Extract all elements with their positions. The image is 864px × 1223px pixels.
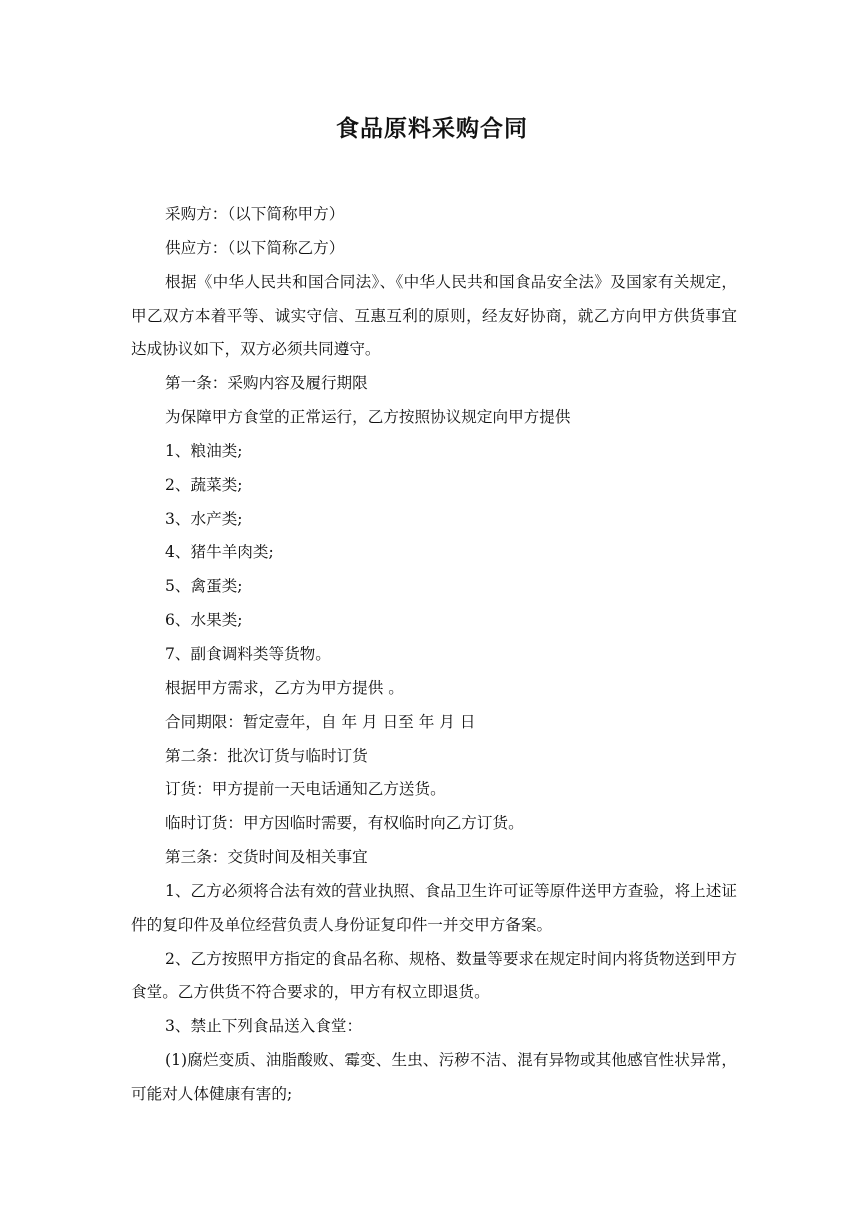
paragraph-temp-ordering: 临时订货：甲方因临时需要，有权临时向乙方订货。 xyxy=(165,814,524,833)
paragraph-purchaser: 采购方：（以下简称甲方） xyxy=(165,205,345,223)
list-item-poultry-eggs: 5、禽蛋类; xyxy=(165,577,243,596)
article-2-heading: 第二条：批次订货与临时订货 xyxy=(165,746,368,765)
paragraph-clause-3-2: 2、乙方按照甲方指定的食品名称、规格、数量等要求在规定时间内将货物送到甲方食堂。乙方供货不符合要求的，甲方有权立即退货。 xyxy=(131,949,737,1002)
paragraph-clause-3-1: 1、乙方必须将合法有效的营业执照、食品卫生许可证等原件送甲方查验，将上述证件的复印件及单位经营负责人身份证复印件一并交甲方备案。 xyxy=(131,881,737,934)
paragraph-demand: 根据甲方需求，乙方为甲方提供 。 xyxy=(165,678,404,697)
list-item-condiments: 7、副食调料类等货物。 xyxy=(165,644,331,663)
paragraph-term: 合同期限：暂定壹年，自 年 月 日至 年 月 日 xyxy=(165,712,476,731)
list-item-vegetables: 2、蔬菜类; xyxy=(165,475,243,494)
document-title: 食品原料采购合同 xyxy=(336,116,528,142)
paragraph-clause-3-3-1: (1)腐烂变质、油脂酸败、霉变、生虫、污秽不洁、混有异物或其他感官性状异常，可能对人体健康有害的; xyxy=(131,1051,737,1103)
article-3-heading: 第三条：交货时间及相关事宜 xyxy=(165,848,368,867)
list-item-aquatic: 3、水产类; xyxy=(165,509,243,528)
article-1-heading: 第一条：采购内容及履行期限 xyxy=(165,374,368,393)
paragraph-supplier: 供应方：（以下简称乙方） xyxy=(165,238,345,257)
paragraph-supply-intro: 为保障甲方食堂的正常运行，乙方按照协议规定向甲方提供 xyxy=(165,408,571,427)
document-body xyxy=(131,198,737,1112)
paragraph-ordering: 订货：甲方提前一天电话通知乙方送货。 xyxy=(165,780,446,799)
list-item-grain-oil: 1、粮油类; xyxy=(165,441,243,460)
paragraph-clause-3-3: 3、禁止下列食品送入食堂： xyxy=(165,1017,363,1036)
list-item-meat: 4、猪牛羊肉类; xyxy=(165,543,274,562)
list-item-fruit: 6、水果类; xyxy=(165,611,243,630)
paragraph-preamble: 根据《中华人民共和国合同法》、《中华人民共和国食品安全法》及国家有关规定，甲乙双方本着平等、诚实守信、互惠互利的原则，经友好协商，就乙方向甲方供货事宜达成协议如下，双方必须共同遵守。 xyxy=(131,272,737,359)
